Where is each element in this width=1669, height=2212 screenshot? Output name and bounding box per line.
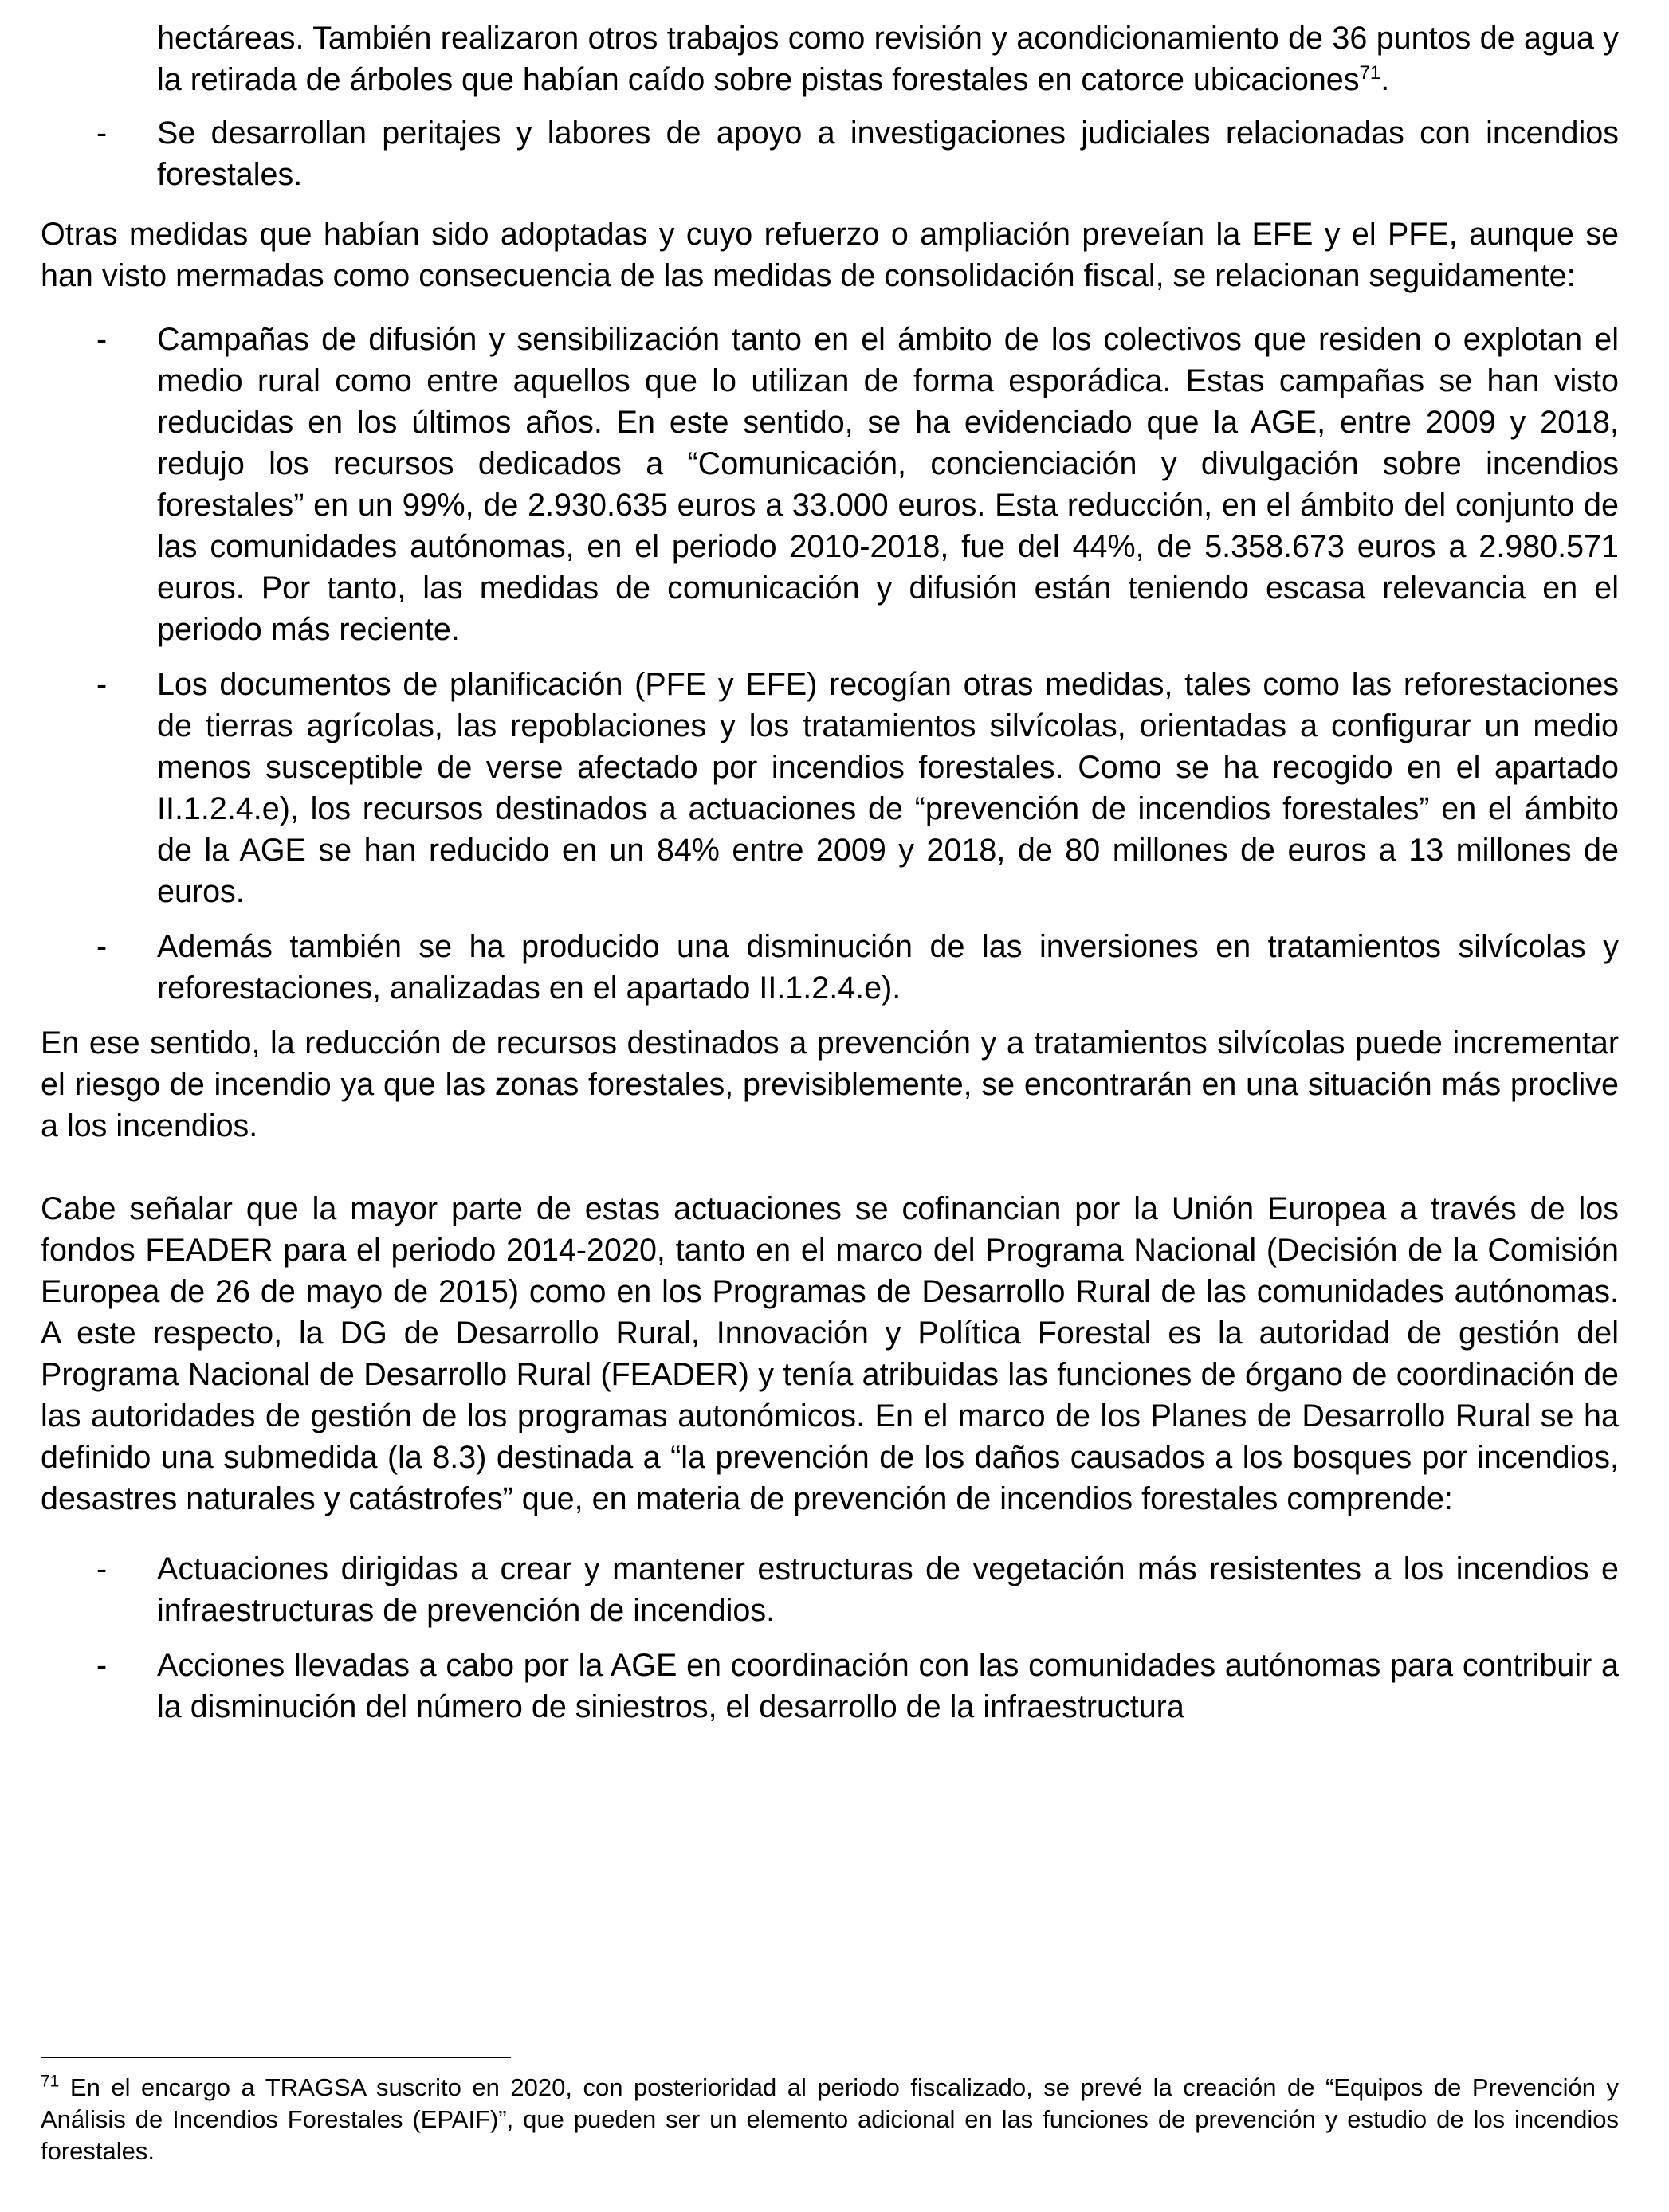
list-dash: -: [96, 322, 108, 357]
list-item: [41, 926, 1619, 1009]
paragraph: En ese sentido, la reducción de recursos destinados a prevención y a tratamientos silvícolas puede incrementar el riesgo de incendio ya que las zonas forestales, previsiblemente, se encontrarán en una situación más proclive a los incendios.: [41, 1026, 1619, 1143]
footnote-divider: [41, 2057, 511, 2058]
footnote-text: En el encargo a TRAGSA suscrito en 2020, con posterioridad al periodo fiscalizado, se prevé la creación de “Equipos de Prevención y Análisis de Incendios Forestales (EPAIF)”, que pueden ser un elemento adicional en las funciones de prevención y estudio de los incendios forestales.: [41, 2073, 1619, 2165]
list-item: [41, 1645, 1619, 1728]
list-item-text: Acciones llevadas a cabo por la AGE en coordinación con las comunidades autónomas para contribuir a la disminución del número de siniestros, el desarrollo de la infraestructura: [157, 1648, 1619, 1724]
continuation-item: [41, 18, 1619, 100]
list-dash: -: [96, 929, 108, 964]
list-item-text: Los documentos de planificación (PFE y EFE) recogían otras medidas, tales como las reforestaciones de tierras agrícolas, las repoblaciones y los tratamientos silvícolas, orientadas a configurar un medio menos susceptible de verse afectado por incendios forestales. Como se ha recogido en el apartado II.1.2.4.e), los recursos destinados a actuaciones de “prevención de incendios forestales” en el ámbito de la AGE se han reducido en un 84% entre 2009 y 2018, de 80 millones de euros a 13 millones de euros.: [157, 667, 1619, 909]
document-body: [41, 18, 1619, 1728]
list-item: [41, 664, 1619, 912]
paragraph: Cabe señalar que la mayor parte de estas actuaciones se cofinancian por la Unión Europea a través de los fondos FEADER para el periodo 2014-2020, tanto en el marco del Programa Nacional (Decisión de la Comisión Europea de 26 de mayo de 2015) como en los Programas de Desarrollo Rural de las comunidades autónomas. A este respecto, la DG de Desarrollo Rural, Innovación y Política Forestal es la autoridad de gestión del Programa Nacional de Desarrollo Rural (FEADER) y tenía atribuidas las funciones de órgano de coordinación de las autoridades de gestión de los programas autonómicos. En el marco de los Planes de Desarrollo Rural se ha definido una submedida (la 8.3) destinada a “la prevención de los daños causados a los bosques por incendios, desastres naturales y catástrofes” que, en materia de prevención de incendios forestales comprende:: [41, 1191, 1619, 1516]
list-item-text: Campañas de difusión y sensibilización tanto en el ámbito de los colectivos que residen o explotan el medio rural como entre aquellos que lo utilizan de forma esporádica. Estas campañas se han visto reducidas en los últimos años. En este sentido, se ha evidenciado que la AGE, entre 2009 y 2018, redujo los recursos dedicados a “Comunicación, concienciación y divulgación sobre incendios forestales” en un 99%, de 2.930.635 euros a 33.000 euros. Esta reducción, en el ámbito del conjunto de las comunidades autónomas, en el periodo 2010-2018, fue del 44%, de 5.358.673 euros a 2.980.571 euros. Por tanto, las medidas de comunicación y difusión están teniendo escasa relevancia en el periodo más reciente.: [157, 322, 1619, 647]
list-dash: -: [96, 116, 108, 151]
footnote: [41, 2072, 1619, 2167]
continuation-period: .: [1380, 62, 1390, 97]
footnote-reference[interactable]: 71: [1359, 61, 1381, 84]
list-item: [41, 112, 1619, 195]
list-item-text: Actuaciones dirigidas a crear y mantener estructuras de vegetación más resistentes a los incendios e infraestructuras de prevención de incendios.: [157, 1551, 1619, 1628]
list-dash: -: [96, 1648, 108, 1683]
list-dash: -: [96, 1551, 108, 1586]
list-item: [41, 319, 1619, 650]
list-item-text: Además también se ha producido una disminución de las inversiones en tratamientos silvícolas y reforestaciones, analizadas en el apartado II.1.2.4.e).: [157, 929, 1619, 1006]
footnote-number: 71: [41, 2072, 60, 2091]
continuation-text: hectáreas. También realizaron otros trabajos como revisión y acondicionamiento de 36 puntos de agua y la retirada de árboles que habían caído sobre pistas forestales en catorce ubicaciones: [157, 21, 1619, 97]
paragraph: Otras medidas que habían sido adoptadas y cuyo refuerzo o ampliación preveían la EFE y el PFE, aunque se han visto mermadas como consecuencia de las medidas de consolidación fiscal, se relacionan seguidamente:: [41, 217, 1619, 293]
list-dash: -: [96, 667, 108, 702]
list-item: [41, 1548, 1619, 1631]
list-item-text: Se desarrollan peritajes y labores de apoyo a investigaciones judiciales relacionadas con incendios forestales.: [157, 116, 1619, 192]
